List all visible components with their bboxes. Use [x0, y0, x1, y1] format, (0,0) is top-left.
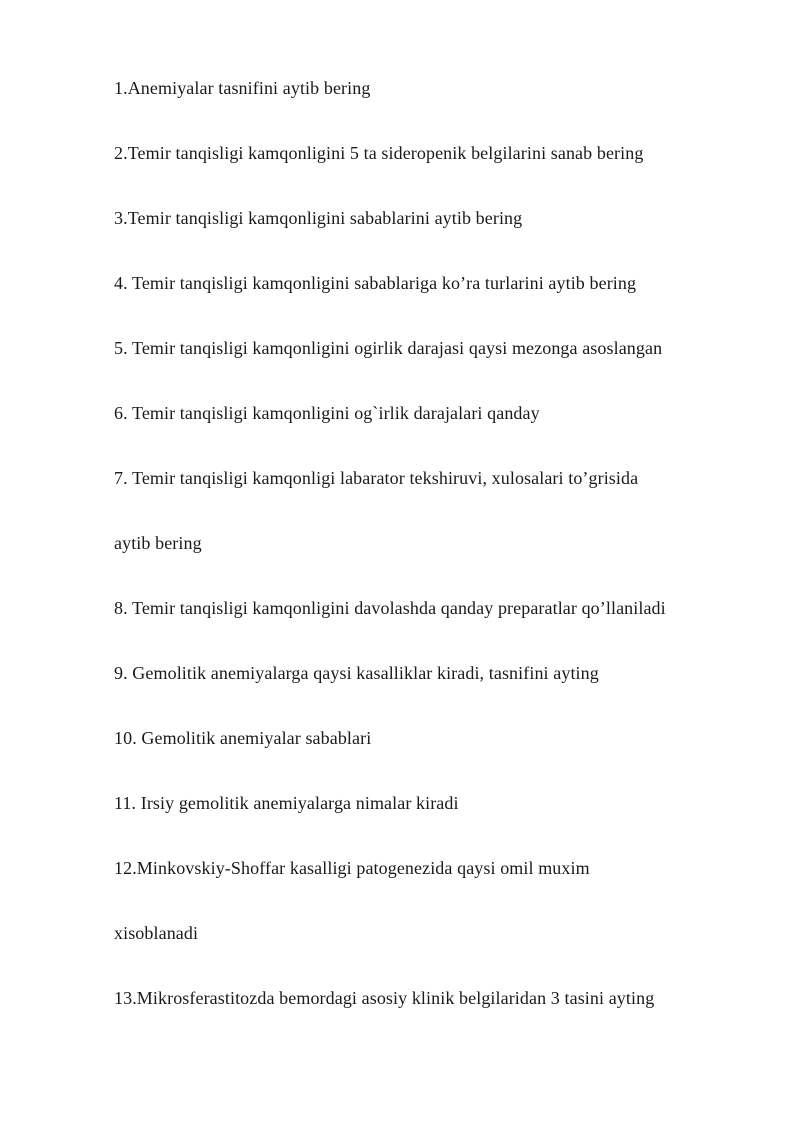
question-line-2: 2.Temir tanqisligi kamqonligini 5 ta sideropenik belgilarini sanab bering: [114, 143, 644, 163]
question-line-12: 12.Minkovskiy-Shoffar kasalligi patogenezida qaysi omil muxim: [114, 858, 590, 878]
question-line-13: 13.Mikrosferastitozda bemordagi asosiy klinik belgilaridan 3 tasini ayting: [114, 988, 655, 1008]
question-line-8: 8. Temir tanqisligi kamqonligini davolashda qanday preparatlar qo’llaniladi: [114, 598, 666, 618]
question-line-1: 1.Anemiyalar tasnifini aytib bering: [114, 78, 371, 98]
question-line-6: 6. Temir tanqisligi kamqonligini og`irlik darajalari qanday: [114, 403, 540, 423]
question-line-7-continued: aytib bering: [114, 533, 202, 553]
question-line-12-continued: xisoblanadi: [114, 923, 199, 943]
question-line-5: 5. Temir tanqisligi kamqonligini ogirlik darajasi qaysi mezonga asoslangan: [114, 338, 663, 358]
question-line-9: 9. Gemolitik anemiyalarga qaysi kasalliklar kiradi, tasnifini ayting: [114, 663, 599, 683]
question-line-3: 3.Temir tanqisligi kamqonligini sabablarini aytib bering: [114, 208, 523, 228]
question-line-4: 4. Temir tanqisligi kamqonligini sabablariga ko’ra turlarini aytib bering: [114, 273, 637, 293]
question-line-11: 11. Irsiy gemolitik anemiyalarga nimalar kiradi: [114, 793, 459, 813]
question-line-7: 7. Temir tanqisligi kamqonligi labarator tekshiruvi, xulosalari to’grisida: [114, 468, 639, 488]
question-line-10: 10. Gemolitik anemiyalar sabablari: [114, 728, 372, 748]
